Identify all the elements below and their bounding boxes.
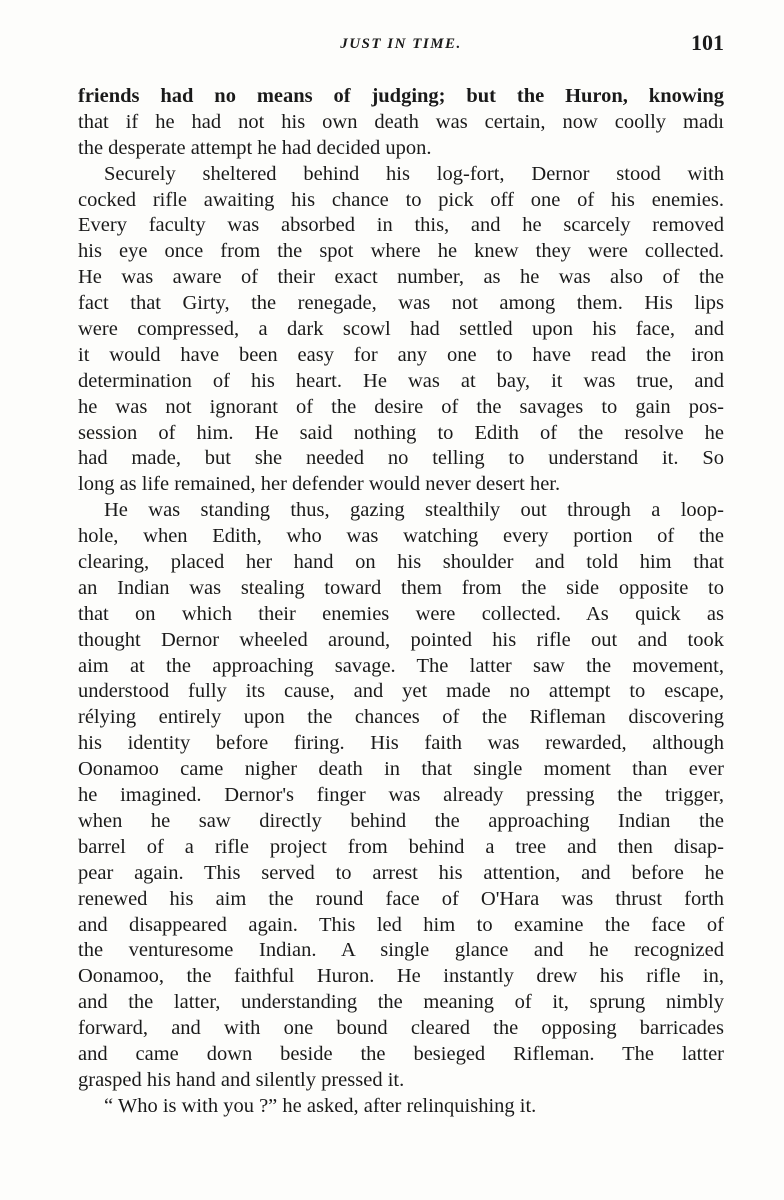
text-line: Every faculty was absorbed in this, and he scarcely removed bbox=[78, 214, 724, 237]
text-line: rélying entirely upon the chances of the Rifleman discovering bbox=[78, 706, 724, 729]
text-line: thought Dernor wheeled around, pointed his rifle out and took bbox=[78, 628, 724, 651]
text-line: when he saw directly behind the approaching Indian the bbox=[78, 809, 724, 832]
text-line: He was standing thus, gazing stealthily out through a loop- bbox=[104, 499, 724, 522]
text-line: had made, but she needed no telling to understand it. So bbox=[78, 447, 724, 470]
running-title: JUST IN TIME. bbox=[340, 36, 462, 52]
text-line: long as life remained, her defender would never desert her. bbox=[78, 473, 561, 496]
text-line: barrel of a rifle project from behind a tree and then disap- bbox=[78, 835, 724, 858]
text-line: it would have been easy for any one to have read the iron bbox=[78, 343, 724, 366]
text-line: his eye once from the spot where he knew they were collected. bbox=[78, 240, 724, 263]
text-line: the desperate attempt he had decided upon. bbox=[78, 136, 432, 159]
text-line: friends had no means of judging; but the Huron, knowing bbox=[78, 85, 724, 107]
text-line: and the latter, understanding the meaning of it, sprung nimbly bbox=[78, 991, 724, 1014]
text-line: understood fully its cause, and yet made no attempt to escape, bbox=[78, 680, 724, 703]
text-line: and disappeared again. This led him to examine the face of bbox=[78, 913, 724, 936]
page-number: 101 bbox=[691, 30, 724, 55]
text-line: grasped his hand and silently pressed it. bbox=[78, 1068, 405, 1091]
text-line: and came down beside the besieged Rifleman. The latter bbox=[78, 1042, 724, 1065]
text-line: renewed his aim the round face of O'Hara was thrust forth bbox=[78, 887, 724, 910]
text-line: aim at the approaching savage. The latter saw the movement, bbox=[78, 654, 724, 677]
text-line: that on which their enemies were collected. As quick as bbox=[78, 602, 724, 625]
text-line: Oonamoo, the faithful Huron. He instantly drew his rifle in, bbox=[78, 965, 724, 988]
text-line: cocked rifle awaiting his chance to pick off one of his enemies. bbox=[78, 188, 724, 211]
text-line: He was aware of their exact number, as he was also of the bbox=[78, 266, 724, 289]
text-line: Securely sheltered behind his log-fort, Dernor stood with bbox=[104, 162, 724, 185]
text-line: clearing, placed her hand on his shoulder and told him that bbox=[78, 551, 724, 574]
body-text bbox=[78, 84, 724, 1120]
text-line: were compressed, a dark scowl had settled upon his face, and bbox=[78, 318, 724, 341]
text-line: an Indian was stealing toward them from the side opposite to bbox=[78, 576, 724, 599]
text-line: hole, when Edith, who was watching every portion of the bbox=[78, 525, 724, 548]
text-line: determination of his heart. He was at bay, it was true, and bbox=[78, 369, 724, 392]
text-line: forward, and with one bound cleared the opposing barricades bbox=[78, 1017, 724, 1040]
text-line: pear again. This served to arrest his attention, and before he bbox=[78, 861, 724, 884]
text-line: he was not ignorant of the desire of the savages to gain pos- bbox=[78, 395, 724, 418]
text-line: the venturesome Indian. A single glance and he recognized bbox=[78, 939, 724, 962]
text-line: Oonamoo came nigher death in that single moment than ever bbox=[78, 758, 724, 781]
text-line: fact that Girty, the renegade, was not among them. His lips bbox=[78, 292, 724, 315]
text-line: that if he had not his own death was certain, now coolly madı bbox=[78, 110, 724, 133]
text-line: session of him. He said nothing to Edith of the resolve he bbox=[78, 421, 724, 444]
text-line: “ Who is with you ?” he asked, after relinquishing it. bbox=[104, 1094, 537, 1117]
text-line: his identity before firing. His faith was rewarded, although bbox=[78, 732, 724, 755]
running-head bbox=[78, 30, 724, 60]
text-line: he imagined. Dernor's finger was already pressing the trigger, bbox=[78, 784, 724, 807]
